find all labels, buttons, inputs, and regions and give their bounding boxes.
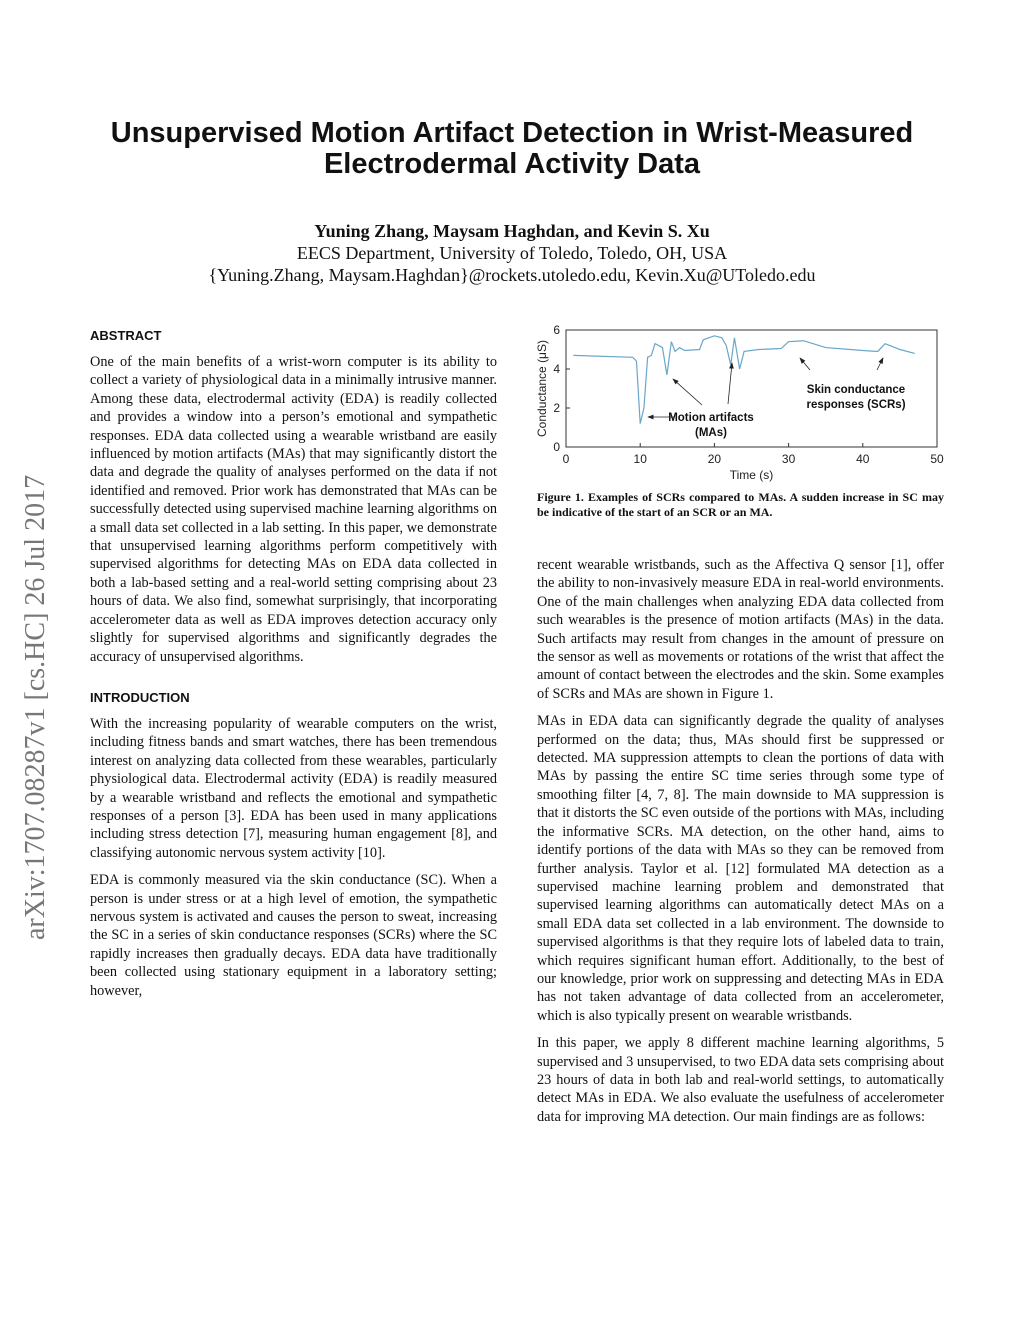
- paper-title: Unsupervised Motion Artifact Detection in Wrist-Measured Electrodermal Activity Data: [110, 117, 914, 180]
- arxiv-stamp: arXiv:1707.08287v1 [cs.HC] 26 Jul 2017: [20, 474, 51, 940]
- annotation-arrow: [728, 363, 732, 404]
- x-tick-label: 30: [781, 452, 796, 466]
- annotation-ma-2: (MAs): [695, 427, 727, 439]
- introduction-heading: INTRODUCTION: [90, 689, 190, 705]
- x-tick-label: 50: [930, 452, 944, 466]
- annotation-ma: Motion artifacts: [668, 412, 754, 424]
- paragraph: EDA is commonly measured via the skin conductance (SC). When a person is under stress or at a high level of emotion, the sympathetic nervous system is activated and causes the person to sweat, increasing the SC in a series of skin conductance responses (SCRs) where the SC rapidly increases then gradually decays. EDA data have traditionally been collected using stationary equipment in a laboratory setting; however,: [90, 872, 497, 999]
- author-block: [0, 220, 1024, 286]
- author-names: Yuning Zhang, Maysam Haghdan, and Kevin S. Xu: [314, 221, 710, 241]
- emails: {Yuning.Zhang, Maysam.Haghdan}@rockets.utoledo.edu, Kevin.Xu@UToledo.edu: [208, 265, 816, 285]
- annotation-arrow: [800, 358, 810, 370]
- annotation-arrow: [877, 358, 883, 370]
- y-axis-label: Conductance (μS): [535, 340, 549, 437]
- x-tick-label: 0: [562, 452, 570, 466]
- x-tick-label: 20: [707, 452, 722, 466]
- x-axis-label: Time (s): [729, 468, 774, 482]
- abstract-text: One of the main benefits of a wrist-worn computer is its ability to collect a variety of physiological data in a minimally intrusive manner. Among these data, electrodermal activity (EDA) is readily collected and provides a window into a person’s emotional and sympathetic responses. EDA data collected using a wearable wristband are easily influenced by motion artifacts (MAs) that may significantly distort the data and degrade the quality of analyses performed on the data if not identified and removed. Prior work has demonstrated that MAs can be successfully detected using supervised machine learning algorithms on a small data set collected in a lab setting. In this paper, we demonstrate that unsupervised learning algorithms perform competitively with supervised algorithms for detecting MAs on EDA data collected in both a lab-based setting and a real-world setting comprising about 23 hours of data. We also find, somewhat surprisingly, that incorporating accelerometer data as well as EDA improves detection accuracy only slightly for supervised algorithms and significantly degrades the accuracy of unsupervised algorithms.: [90, 354, 497, 665]
- x-tick-label: 10: [633, 452, 647, 466]
- paragraph: With the increasing popularity of wearable computers on the wrist, including fitness bands and smart watches, there has been tremendous interest on analyzing data collected from these wearables, particularly physiological data. Electrodermal activity (EDA) is readily measured by a wearable wristband and reflects the emotional and sympathetic responses of a person [3]. EDA has been used in many applications including stress detection [7], measuring human engagement [8], and classifying autonomic nervous system activity [10].: [90, 715, 497, 861]
- y-tick-label: 2: [553, 401, 560, 415]
- paragraph: MAs in EDA data can significantly degrade the quality of analyses performed on the data; thus, MAs should first be suppressed or detected. MA suppression attempts to clean the portions of data with MAs by passing the entire SC time series through some type of smoothing filter [4, 7, 8]. The main downside to MA suppression is that it distorts the SC even outside of the portions with MAs, including the informative SCRs. MA detection, on the other hand, aims to identify portions of the data with MAs so they can be removed from further analysis. Taylor et al. [12] formulated MA detection as a supervised machine learning problem and demonstrated that supervised learning algorithms can automatically detect MAs on a small EDA data set collected in a lab environment. The downside to supervised algorithms is that they require lots of labeled data to train, which requires significant human effort. Additionally, to the best of our knowledge, prior work on suppressing and detecting MAs in EDA has not taken advantage of data collected from an accelerometer, which is also typically present on wearable wristbands.: [537, 713, 944, 1024]
- right-column: [537, 556, 944, 1135]
- paragraph: recent wearable wristbands, such as the Affectiva Q sensor [1], offer the ability to non-invasively measure EDA in real-world environments. One of the main challenges when analyzing EDA data collected from such wearables is the presence of motion artifacts (MAs) in the data. Such artifacts may result from changes in the amount of pressure on the sensor as well as movements or rotations of the wrist that affect the amount of contact between the electrodes and the skin. Some examples of SCRs and MAs are shown in Figure 1.: [537, 557, 944, 702]
- x-tick-label: 40: [856, 452, 870, 466]
- figure-caption: Figure 1. Examples of SCRs compared to MAs. A sudden increase in SC may be indicative of the start of an SCR or an MA.: [537, 490, 944, 519]
- abstract-heading: ABSTRACT: [90, 328, 162, 343]
- y-tick-label: 6: [553, 323, 560, 337]
- affiliation: EECS Department, University of Toledo, Toledo, OH, USA: [296, 243, 728, 263]
- y-tick-label: 4: [553, 362, 560, 376]
- paragraph: In this paper, we apply 8 different machine learning algorithms, 5 supervised and 3 unsupervised, to two EDA data sets comprising about 23 hours of data in both lab and real-world settings, to automatically detect MAs in EDA. We also evaluate the usefulness of accelerometer data for improving MA detection. Our main findings are as follows:: [537, 1035, 944, 1125]
- annotation-scr: Skin conductance: [806, 384, 906, 396]
- y-tick-label: 0: [553, 440, 560, 454]
- annotation-scr-2: responses (SCRs): [806, 399, 906, 411]
- annotation-arrow: [673, 379, 702, 405]
- left-column: [90, 328, 497, 1009]
- figure-1-chart: [530, 320, 950, 490]
